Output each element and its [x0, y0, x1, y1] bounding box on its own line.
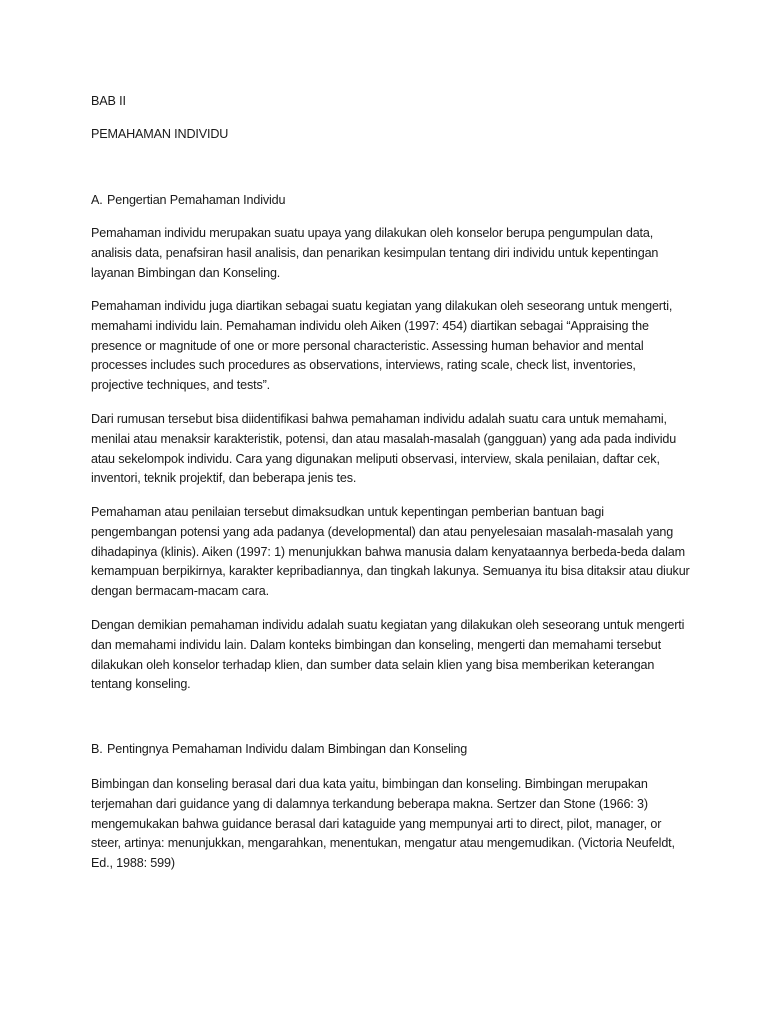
section-a-marker: A. [91, 193, 103, 207]
section-a-paragraph-4: Pemahaman atau penilaian tersebut dimaksudkan untuk kepentingan pemberian bantuan bagi pengembangan potensi yang ada padanya (developmental) dan atau penyelesaian masalah-masalah yang dihadapinya (klinis). Aiken (1997: 1) menunjukkan bahwa manusia dalam kenyataannya berbeda-beda dalam kemampuan berpikirnya, karakter kepribadiannya, dan tingkah lakunya. Semuanya itu bisa ditaksir atau diukur dengan bermacam-macam cara. [91, 505, 690, 599]
section-a-paragraph-1: Pemahaman individu merupakan suatu upaya yang dilakukan oleh konselor berupa pengumpulan data, analisis data, penafsiran hasil analisis, dan penarikan kesimpulan tentang diri individu untuk kepentingan layanan Bimbingan dan Konseling. [91, 226, 659, 280]
section-a-paragraph-2: Pemahaman individu juga diartikan sebagai suatu kegiatan yang dilakukan oleh seseorang untuk mengerti, memahami individu lain. Pemahaman individu oleh Aiken (1997: 454) diartikan sebagai “Appraising the presence or magnitude of one or more personal characteristic. Assessing human behavior and mental processes includes such procedures as observations, interviews, rating scale, check list, inventories, projective techniques, and tests”. [91, 299, 673, 393]
section-b-heading [91, 742, 467, 756]
section-a-paragraph-5: Dengan demikian pemahaman individu adalah suatu kegiatan yang dilakukan oleh seseorang untuk mengerti dan memahami individu lain. Dalam konteks bimbingan dan konseling, mengerti dan memahami tersebut dilakukan oleh konselor terhadap klien, dan sumber data selain klien yang bisa memberikan keterangan tentang konseling. [91, 618, 685, 692]
section-b-title: Pentingnya Pemahaman Individu dalam Bimbingan dan Konseling [107, 742, 468, 756]
section-a-heading [91, 193, 285, 207]
section-a-paragraph-3: Dari rumusan tersebut bisa diidentifikasi bahwa pemahaman individu adalah suatu cara untuk memahami, menilai atau menaksir karakteristik, potensi, dan atau masalah-masalah (gangguan) yang ada pada individu atau sekelompok individu. Cara yang digunakan meliputi observasi, interview, skala penilaian, daftar cek, inventori, teknik projektif, dan beberapa jenis tes. [91, 412, 677, 486]
chapter-label: BAB II [91, 94, 126, 108]
section-a-title: Pengertian Pemahaman Individu [107, 193, 286, 207]
chapter-title: PEMAHAMAN INDIVIDU [91, 127, 229, 141]
section-b-paragraph-1: Bimbingan dan konseling berasal dari dua kata yaitu, bimbingan dan konseling. Bimbingan merupakan terjemahan dari guidance yang di dalamnya terkandung beberapa makna. Sertzer dan Stone (1966: 3) mengemukakan bahwa guidance berasal dari kataguide yang mempunyai arti to direct, pilot, manager, or steer, artinya: menunjukkan, mengarahkan, menentukan, mengatur atau mengemudikan. (Victoria Neufeldt, Ed., 1988: 599) [91, 777, 675, 871]
section-b-marker: B. [91, 742, 103, 756]
